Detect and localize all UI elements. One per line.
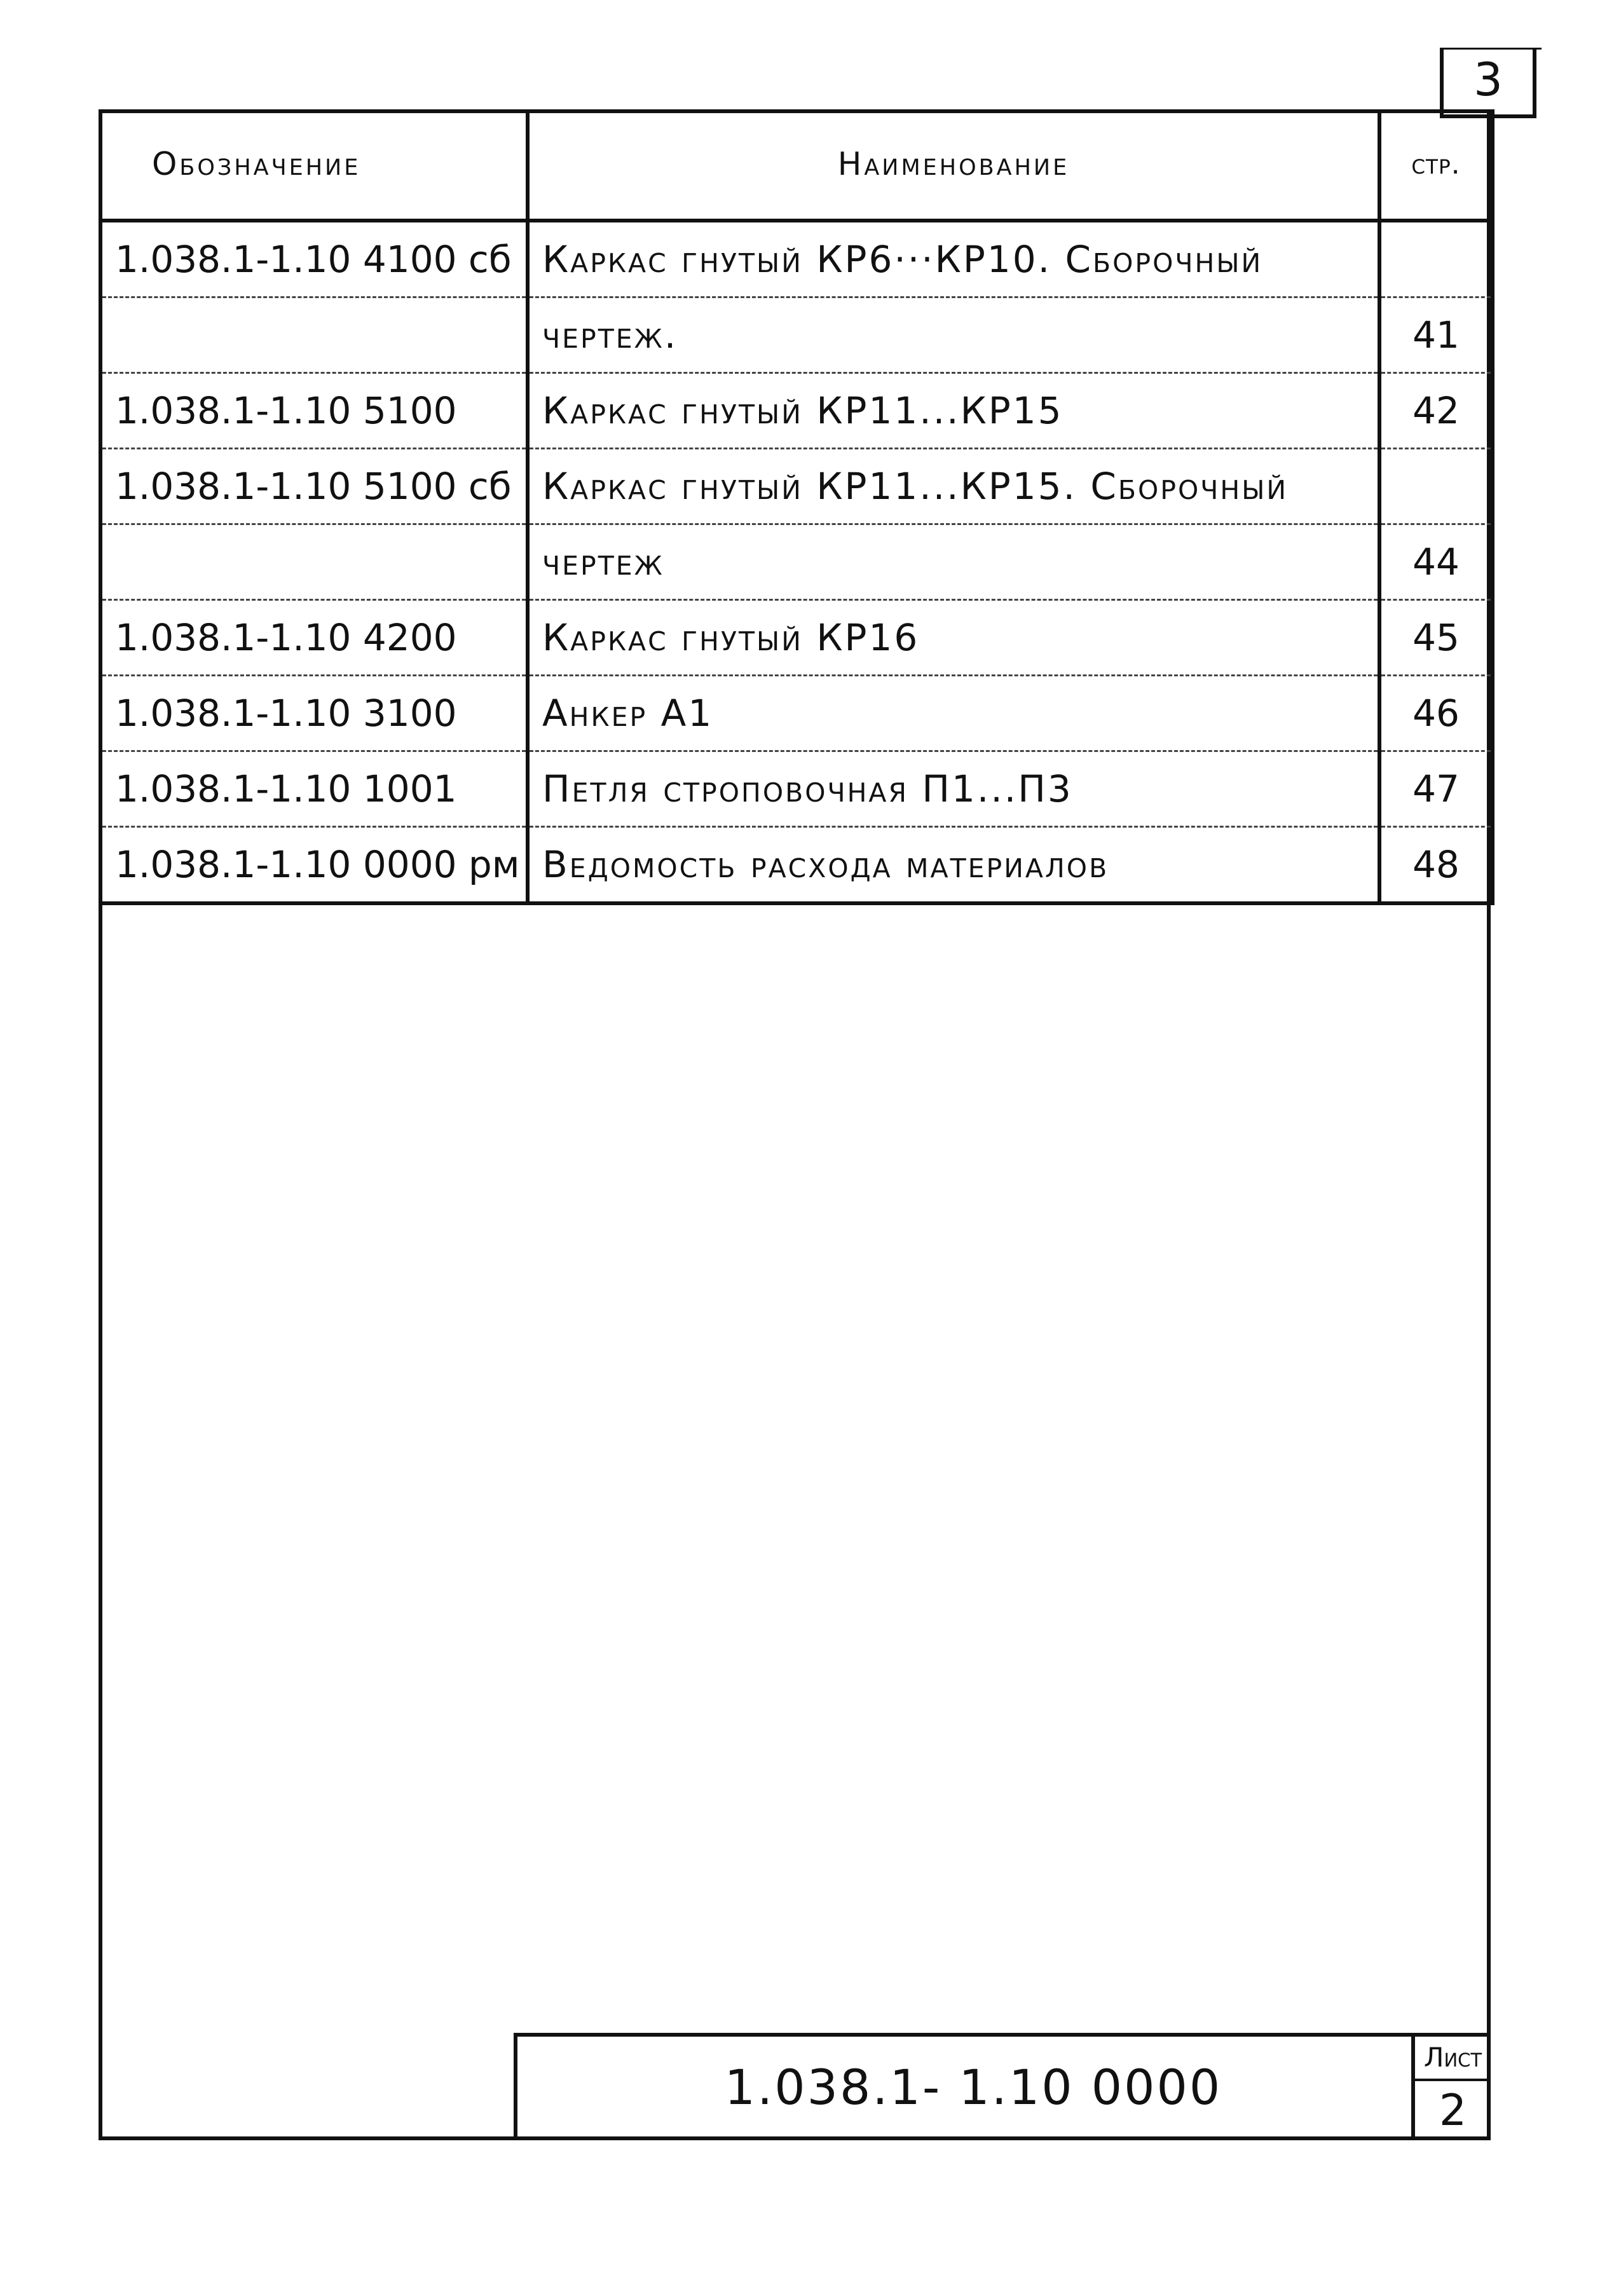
row-name: Каркас гнутый КР6···КР10. Сборочный — [528, 221, 1379, 297]
row-name: Каркас гнутый КР11...КР15. Сборочный — [528, 449, 1379, 524]
row-designation: 1.038.1-1.10 4200 — [100, 600, 528, 676]
row-designation: 1.038.1-1.10 5100 сб — [100, 449, 528, 524]
table-row — [100, 600, 1493, 676]
sheet-number-box — [1440, 48, 1536, 118]
row-name: Анкер А1 — [528, 676, 1379, 751]
row-name: Каркас гнутый КР16 — [528, 600, 1379, 676]
sheet-label: Лист — [1415, 2037, 1491, 2081]
table-row — [100, 827, 1493, 904]
row-page: 48 — [1379, 827, 1493, 904]
row-name: чертеж. — [528, 297, 1379, 373]
document-code: 1.038.1- 1.10 0000 — [724, 2059, 1222, 2115]
row-name: Ведомость расхода материалов — [528, 827, 1379, 904]
sheet-value: 2 — [1439, 2086, 1467, 2136]
row-page — [1379, 221, 1493, 297]
table-row — [100, 751, 1493, 827]
table-row — [100, 373, 1493, 449]
row-page — [1379, 449, 1493, 524]
row-designation — [100, 297, 528, 373]
row-designation: 1.038.1-1.10 3100 — [100, 676, 528, 751]
row-designation: 1.038.1-1.10 4100 сб — [100, 221, 528, 297]
table-row — [100, 449, 1493, 524]
row-designation: 1.038.1-1.10 0000 рм — [100, 827, 528, 904]
title-block-code — [514, 2033, 1429, 2140]
row-page: 47 — [1379, 751, 1493, 827]
header-designation: Обозначение — [100, 109, 528, 221]
row-designation: 1.038.1-1.10 5100 — [100, 373, 528, 449]
table-row — [100, 676, 1493, 751]
row-designation: 1.038.1-1.10 1001 — [100, 751, 528, 827]
header-page: стр. — [1379, 109, 1493, 221]
row-page: 46 — [1379, 676, 1493, 751]
table-row — [100, 297, 1493, 373]
row-name: Петля строповочная П1...П3 — [528, 751, 1379, 827]
row-page: 45 — [1379, 600, 1493, 676]
row-name: чертеж — [528, 524, 1379, 600]
table-row — [100, 524, 1493, 600]
header-name: Наименование — [528, 109, 1379, 221]
contents-table — [99, 109, 1494, 905]
row-designation — [100, 524, 528, 600]
row-page: 44 — [1379, 524, 1493, 600]
table-row — [100, 221, 1493, 297]
row-page: 42 — [1379, 373, 1493, 449]
sheet-number: 3 — [1474, 53, 1503, 106]
table-header-row — [100, 109, 1493, 221]
row-page: 41 — [1379, 297, 1493, 373]
title-block-sheet — [1411, 2033, 1491, 2140]
row-name: Каркас гнутый КР11...КР15 — [528, 373, 1379, 449]
